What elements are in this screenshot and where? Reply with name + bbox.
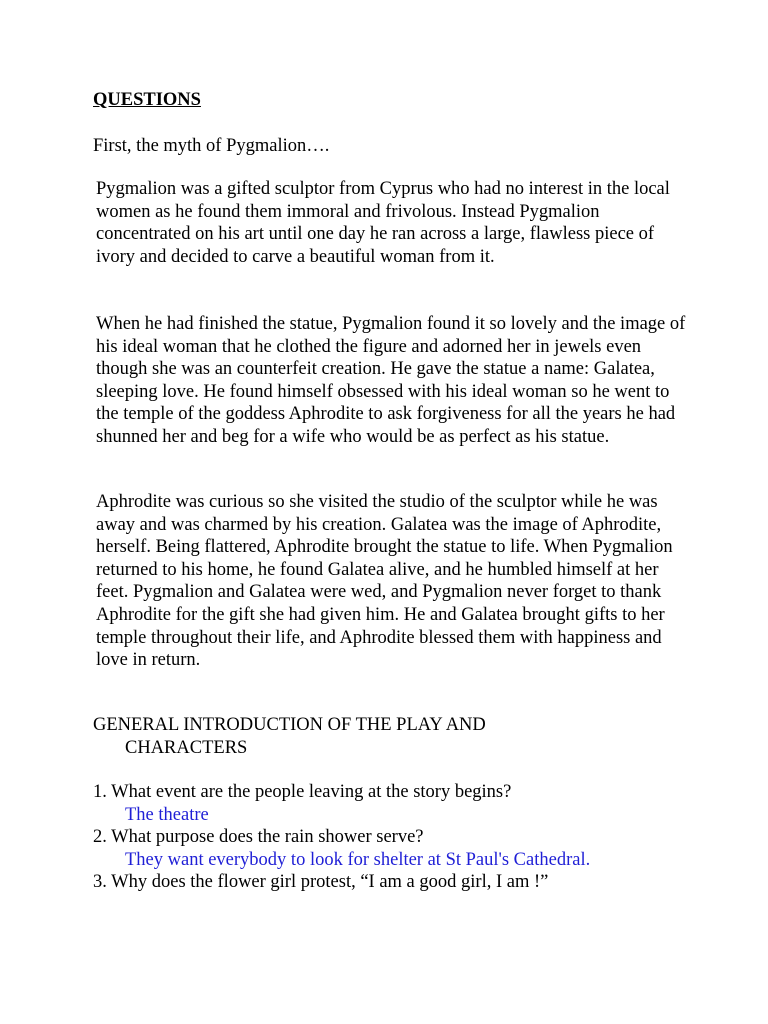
question-3: 3. Why does the flower girl protest, “I am a good girl, I am !” [93, 872, 549, 892]
myth-intro-line: First, the myth of Pygmalion…. [93, 136, 330, 156]
paragraph-aphrodite: Aphrodite was curious so she visited the studio of the sculptor while he was away and was charmed by his creation. Galatea was the image of Aphrodite, herself. Being flattered, Aphrodite brought the statue to life. When Pygmalion returned to his home, he found Galatea alive, and he humbled himself at her feet. Pygmalion and Galatea were wed, and Pygmalion never forget to thank Aphrodite for the gift she had given him. He and Galatea brought gifts to her temple throughout their life, and Aphrodite blessed them with happiness and love in return. [96, 492, 673, 671]
paragraph-statue-galatea: When he had finished the statue, Pygmalion found it so lovely and the image of his ideal woman that he clothed the figure and adorned her in jewels even though she was an counterfeit creation. He gave the statue a name: Galatea, sleeping love. He found himself obsessed with his ideal woman so he went to the temple of the goddess Aphrodite to ask forgiveness for all the years he had shunned her and beg for a wife who would be as perfect as his statue. [96, 314, 686, 447]
question-2: 2. What purpose does the rain shower serve? [93, 827, 424, 847]
section-title [93, 714, 613, 759]
question-1: 1. What event are the people leaving at the story begins? [93, 782, 512, 802]
section-title-line-1: GENERAL INTRODUCTION OF THE PLAY AND [93, 715, 486, 735]
answer-1: The theatre [125, 805, 209, 825]
section-title-line-2: CHARACTERS [125, 737, 248, 758]
answer-2: They want everybody to look for shelter at St Paul's Cathedral. [125, 850, 591, 870]
paragraph-pygmalion-sculptor: Pygmalion was a gifted sculptor from Cyprus who had no interest in the local women as he found them immoral and frivolous. Instead Pygmalion concentrated on his art until one day he ran across a large, flawless piece of ivory and decided to carve a beautiful woman from it. [96, 179, 670, 267]
questions-heading: QUESTIONS [93, 90, 201, 110]
